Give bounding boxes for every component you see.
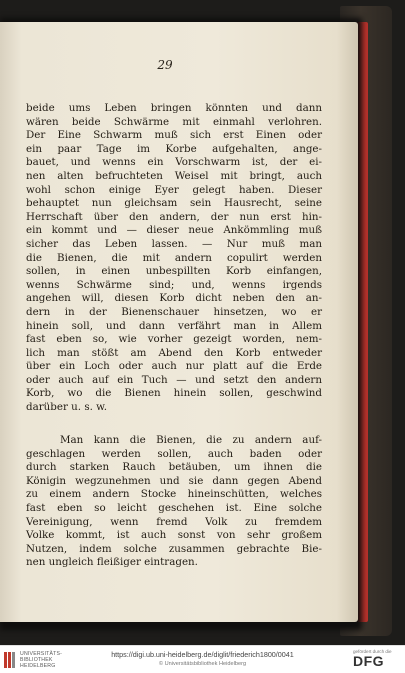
page-number: 29 xyxy=(157,58,173,72)
text-line: ein kommt und — dieser neue Ankömmling muß xyxy=(26,224,322,237)
text-line: darüber u. s. w. xyxy=(26,401,108,414)
text-line: wohl schon einige Eyer gelegt haben. Dieser xyxy=(26,183,322,196)
text-line: Der Eine Schwarm muß sich erst Einen oder xyxy=(26,129,322,142)
text-line: beide ums Leben bringen könnten und dann xyxy=(26,102,322,114)
text-line: oder auch auf ein Tuch — und setzt den andern xyxy=(26,373,322,386)
text-line: fast eben so leicht geschehen ist. Eine solche xyxy=(26,501,322,514)
permalink-url[interactable]: https://digi.ub.uni-heidelberg.de/diglit/friederich1800/0041 xyxy=(111,650,294,659)
text-line: nen alten befruchteten Weisel mit bringt, auch xyxy=(26,169,322,182)
text-line: Volke kommt, ist auch sonst von sehr großem xyxy=(26,529,322,542)
text-line: lich man stößt am Abend den Korb entweder xyxy=(26,346,322,359)
dfg-logo[interactable] xyxy=(353,649,399,671)
text-line: die Bienen, die mit andern copulirt werden xyxy=(26,251,322,264)
text-line: hinein soll, und dann verfährt man in Allem xyxy=(26,319,322,332)
text-line: bauet, und wenns ein Vorschwarm ist, der ei- xyxy=(26,156,322,169)
viewer-footer xyxy=(0,645,405,673)
paragraph-1 xyxy=(26,102,322,415)
text-line: sollen, in einen unbespillten Korb einfangen, xyxy=(26,265,322,278)
text-line: Nutzen, indem solche zusammen gebrachte Bie- xyxy=(26,542,322,555)
dfg-wordmark: DFG xyxy=(353,653,385,669)
text-line: geschlagen werden sollen, auch baden oder xyxy=(26,447,322,460)
text-line: Vereinigung, wenn fremd Volk zu fremdem xyxy=(26,515,322,528)
text-line: wenns Schwärme sind; und, wenns irgends xyxy=(26,278,322,291)
text-line: Königin wegzunehmen und sie dann gegen Abend xyxy=(26,474,322,487)
text-line: behauptet nun gleichsam sein Hausrecht, seine xyxy=(26,197,322,210)
library-logo-text: UNIVERSITÄTS- BIBLIOTHEK HEIDELBERG xyxy=(20,651,63,669)
paragraph-2 xyxy=(26,434,322,570)
text-line: dern in der Bienenschauer hinsetzen, wo er xyxy=(26,305,322,318)
text-line: über ein Loch oder auch nur platt auf die Erde xyxy=(26,360,322,373)
text-line: zu einem andern Stocke hineinschütten, welches xyxy=(26,488,322,501)
text-line: sicher das Leben lassen. — Nur muß man xyxy=(26,237,322,250)
text-line: wären beide Schwärme mit einmahl verlohren. xyxy=(26,115,322,128)
text-line: durch starken Rauch betäuben, um ihnen die xyxy=(26,461,322,474)
text-line: fast eben so, wie vorher gezeigt worden, nem- xyxy=(26,333,322,346)
text-line: ein paar Tage im Korbe aufgehalten, ange- xyxy=(26,142,322,155)
text-line: Herrschaft über den andern, der nun erst hin- xyxy=(26,210,322,223)
text-line: angehen will, diesen Korb dicht neben den an- xyxy=(26,292,322,305)
copyright-notice: © Universitätsbibliothek Heidelberg xyxy=(158,661,247,667)
text-line: Man kann die Bienen, die zu andern auf- xyxy=(60,434,322,446)
dfg-caption: gefördert durch die xyxy=(353,649,392,654)
book-page xyxy=(0,22,358,622)
text-line: nen ungleich fleißiger eintragen. xyxy=(26,556,198,569)
text-line: Korb, wo die Bienen hinein sollen, geschwind xyxy=(26,387,322,400)
